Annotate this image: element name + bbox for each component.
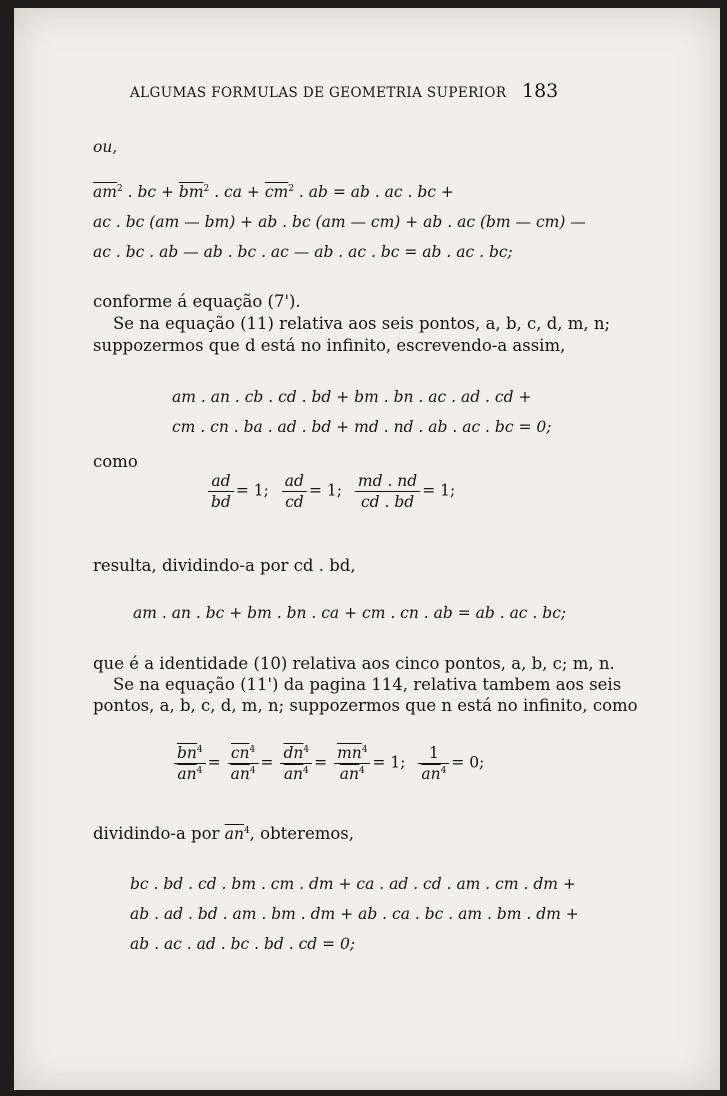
eq1-exp-2: 2	[203, 183, 210, 194]
dividindo-suffix: , obteremos,	[249, 824, 354, 843]
text-resulta: resulta, dividindo-a por cd . bd,	[93, 556, 356, 575]
paragraph-se-line-1: Se na equação (11) relativa aos seis pontos, a, b, c, d, m, n;	[113, 314, 611, 333]
eq1-term-bm: $\overline{bm}$	[178, 183, 204, 201]
fraction-1-an4: $\frac{1}{\overline{an}^4}$	[418, 744, 449, 783]
fraction-mdnd-cdbd: $\frac{md . nd}{cd . bd}$	[355, 472, 420, 511]
fraction2-eq-zero: = 0;	[451, 753, 485, 772]
equation-line-6: am . an . bc + bm . bn . ca + cm . cn . ab = ab . ac . bc;	[133, 604, 567, 622]
eq1-exp-1: 2	[116, 183, 123, 194]
running-title: ALGUMAS FORMULAS DE GEOMETRIA SUPERIOR	[130, 85, 507, 101]
fraction-ad-cd: $\frac{ad}{cd}$	[282, 472, 307, 511]
equation-line-8: ab . ad . bd . am . bm . dm + ab . ca . bc . am . bm . dm +	[130, 905, 579, 923]
equation-line-5: cm . cn . ba . ad . bd + md . nd . ab . ac . bc = 0;	[172, 418, 552, 436]
eq1-tail: . ab = ab . ac . bc +	[293, 183, 454, 201]
fraction-bn4-an4: $\frac{\overline{bn}^4}{\overline{an}^4}$	[174, 744, 206, 783]
fraction-line-1	[206, 472, 455, 511]
eq1-mid-2: . ca +	[209, 183, 265, 201]
fraction-cn4-an4: $\frac{\overline{cn}^4}{\overline{an}^4}$	[228, 744, 259, 783]
text-como: como	[93, 452, 138, 471]
eq1-mid-1: . bc +	[122, 183, 179, 201]
fraction-ad-bd: $\frac{ad}{bd}$	[208, 472, 234, 511]
equation-line-2: ac . bc (am — bm) + ab . bc (am — cm) + ab . ac (bm — cm) —	[93, 213, 586, 231]
equation-line-1	[93, 183, 454, 201]
text-conforme: conforme á equação (7').	[93, 292, 301, 311]
fraction2-eq-2: =	[260, 753, 274, 772]
divisor-an4: $\overline{an}^4$	[224, 825, 250, 843]
paragraph-se-line-2: suppozermos que d está no infinito, escrevendo-a assim,	[93, 336, 566, 355]
paragraph-se2-line-1: Se na equação (11') da pagina 114, relativa tambem aos seis	[113, 675, 622, 694]
fraction-eq-2: = 1;	[308, 481, 342, 500]
eq1-term-cm: $\overline{cm}$	[264, 183, 289, 201]
text-dividindo	[93, 824, 354, 843]
equation-line-3: ac . bc . ab — ab . bc . ac — ab . ac . bc = ab . ac . bc;	[93, 243, 513, 261]
page-number: 183	[522, 80, 559, 102]
eq1-term-am: $\overline{am}$	[93, 183, 117, 201]
fraction2-eq-one: = 1;	[372, 753, 406, 772]
fraction-line-2	[172, 744, 484, 783]
text-ou: ou,	[93, 138, 118, 156]
dividindo-prefix: dividindo-a por	[93, 824, 220, 843]
equation-line-9: ab . ac . ad . bc . bd . cd = 0;	[130, 935, 356, 953]
equation-line-4: am . an . cb . cd . bd + bm . bn . ac . ad . cd +	[172, 388, 532, 406]
eq1-exp-3: 2	[288, 183, 294, 194]
fraction-mn4-an4: $\frac{\overline{mn}^4}{\overline{an}^4}$	[334, 744, 370, 783]
book-page	[14, 8, 720, 1090]
fraction2-eq-1: =	[207, 753, 221, 772]
fraction2-eq-3: =	[314, 753, 328, 772]
fraction-eq-1: = 1;	[235, 481, 269, 500]
paragraph-se2-line-2: pontos, a, b, c, d, m, n; suppozermos que n está no infinito, como	[93, 696, 638, 715]
fraction-dn4-an4: $\frac{\overline{dn}^4}{\overline{an}^4}$	[280, 744, 312, 783]
text-identidade: que é a identidade (10) relativa aos cinco pontos, a, b, c; m, n.	[93, 654, 615, 673]
fraction-eq-3: = 1;	[422, 481, 456, 500]
equation-line-7: bc . bd . cd . bm . cm . dm + ca . ad . cd . am . cm . dm +	[130, 875, 576, 893]
